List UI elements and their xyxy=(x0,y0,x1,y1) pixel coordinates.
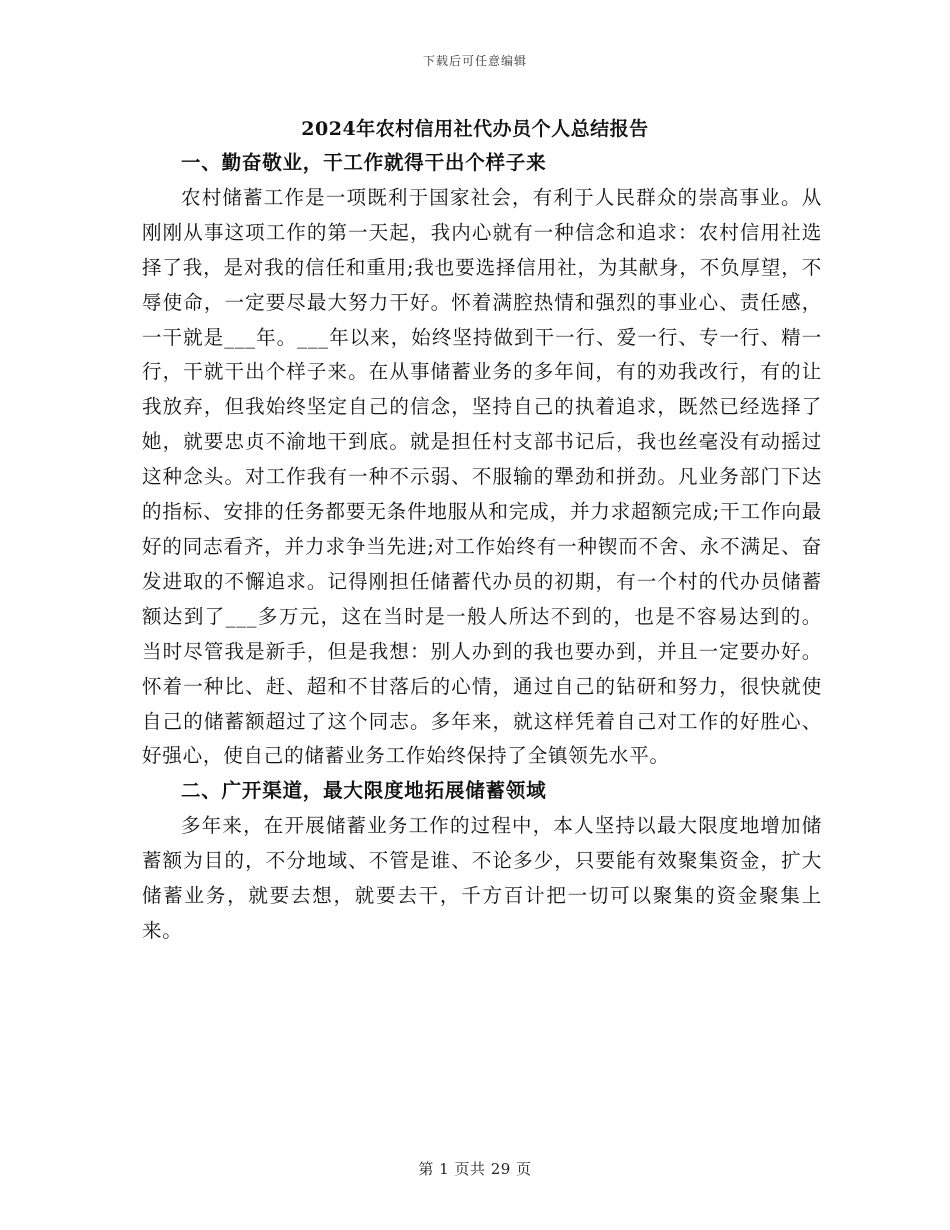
section-heading-1: 一、勤奋敬业，干工作就得干出个样子来 xyxy=(181,151,547,174)
section-heading-2: 二、广开渠道，最大限度地拓展储蓄领域 xyxy=(181,779,547,803)
section-paragraph-2: 多年来，在开展储蓄业务工作的过程中，本人坚持以最大限度地增加储蓄额为目的，不分地域、不管是谁、不论多少，只要能有效聚集资金，扩大储蓄业务，就要去想，就要去干，千方百计把一切可以聚集的资金聚集上来。 xyxy=(142,814,822,942)
section-paragraph-1: 农村储蓄工作是一项既利于国家社会，有利于人民群众的崇高事业。从刚刚从事这项工作的第一天起，我内心就有一种信念和追求：农村信用社选择了我，是对我的信任和重用;我也要选择信用社，为其献身，不负厚望，不辱使命，一定要尽最大努力干好。怀着满腔热情和强烈的事业心、责任感，一干就是___年。___年以来，始终坚持做到干一行、爱一行、专一行、精一行，干就干出个样子来。在从事储蓄业务的多年间，有的劝我改行，有的让我放弃，但我始终坚定自己的信念，坚持自己的执着追求，既然已经选择了她，就要忠贞不渝地干到底。就是担任村支部书记后，我也丝毫没有动摇过这种念头。对工作我有一种不示弱、不服输的犟劲和拼劲。凡业务部门下达的指标、安排的任务都要无条件地服从和完成，并力求超额完成;干工作向最好的同志看齐，并力求争当先进;对工作始终有一种锲而不舍、永不满足、奋发进取的不懈追求。记得刚担任储蓄代办员的初期，有一个村的代办员储蓄额达到了___多万元，这在当时是一般人所达不到的，也是不容易达到的。当时尽管我是新手，但是我想：别人办到的我也要办到，并且一定要办好。怀着一种比、赶、超和不甘落后的心情，通过自己的钻研和努力，很快就使自己的储蓄额超过了这个同志。多年来，就这样凭着自己对工作的好胜心、好强心，使自己的储蓄业务工作始终保持了全镇领先水平。 xyxy=(142,185,822,768)
page-header-note: 下载后可任意编辑 xyxy=(422,54,527,68)
page-number: 第 1 页共 29 页 xyxy=(418,1160,532,1178)
document-title: 2024年农村信用社代办员个人总结报告 xyxy=(301,118,649,140)
document-body xyxy=(142,146,822,949)
